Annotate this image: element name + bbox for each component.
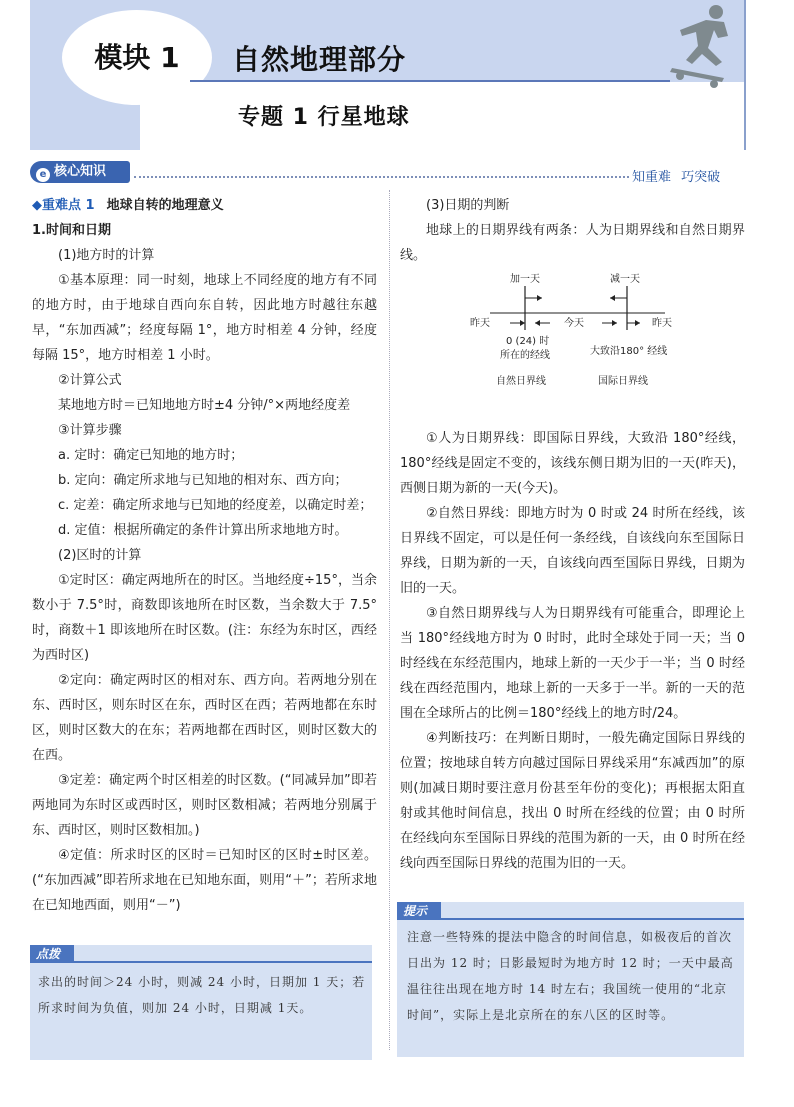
label-yesterday-left: 昨天 — [470, 318, 490, 329]
module-label: 模块 1 — [94, 41, 180, 74]
arrow-today-left-head — [535, 320, 540, 326]
book-icon: e — [36, 168, 50, 182]
dianbo-note-box — [30, 945, 372, 1060]
paragraph: ①基本原理：同一时刻，地球上不同经度的地方有不同的地方时，由于地球自西向东自转，因此地方时越往东越早，“东加西减”；经度每隔 1°，地方时相差 4 分钟，经度每隔 15°，地方时相差 1 小时。 — [32, 273, 377, 363]
core-dotted-rule — [134, 176, 629, 178]
subheading-local-time: (1)地方时的计算 — [58, 248, 155, 263]
subheading-zone-time: (2)区时的计算 — [58, 548, 142, 563]
tishi-note-box — [397, 902, 744, 1057]
core-knowledge-label: 核心知识 — [54, 164, 107, 179]
paragraph: ②自然日界线：即地方时为 0 时或 24 时所在经线，该日界线不固定，可以是任何一条经线，自该线向东至国际日界线，日期为新的一天，自该线向西至国际日界线，日期为旧的一天。 — [400, 506, 745, 596]
subheading-date: (3)日期的判断 — [426, 198, 510, 213]
header-white-panel — [140, 82, 745, 152]
paragraph: ③定差：确定两个时区相差的时区数。(“同减异加”即若两地同为东时区或西时区，则时区数相减；若两地分别属于东、西时区，则时区数相加。) — [32, 773, 377, 838]
arrow-left-yesterday-head — [520, 320, 525, 326]
core-slogan: 知重难 巧突破 — [632, 170, 721, 185]
column-divider — [389, 190, 390, 1050]
paragraph: ③计算步骤 — [58, 423, 122, 438]
paragraph: ②计算公式 — [58, 373, 122, 388]
section-title: 自然地理部分 — [232, 43, 407, 76]
label-natural-line: 自然日界线 — [496, 376, 546, 387]
tishi-text: 注意一些特殊的提法中隐含的时间信息，如极夜后的首次日出为 12 时；日影最短时为地方时 12 时；一天中最高温往往出现在地方时 14 时左右；我国统一使用的“北京时间”，实际上是北京所在的东八区的区时等。 — [407, 930, 734, 1022]
heading-time-date: 1.时间和日期 — [32, 223, 111, 238]
topic-title: 专题 1 行星地球 — [238, 105, 410, 130]
label-plus-day: 加一天 — [510, 274, 540, 285]
label-meridian-0: 0 (24) 时 — [506, 336, 550, 347]
header-underline — [190, 80, 670, 82]
label-intl-line: 国际日界线 — [598, 376, 648, 387]
tishi-bar — [397, 918, 744, 920]
core-knowledge-tag — [30, 161, 130, 183]
key-point-title: 地球自转的地理意义 — [106, 198, 224, 213]
tishi-tag: 提示 — [397, 902, 441, 920]
paragraph: ①定时区：确定两地所在的时区。当地经度÷15°，当余数小于 7.5°时，商数即该地所在时区数，当余数大于 7.5°时，商数＋1 即该地所在时区数。(注：东经为东时区，西经为西时区) — [32, 573, 377, 663]
paragraph: ③自然日期界线与人为日期界线有可能重合，即理论上当 180°经线地方时为 0 时时，此时全球处于同一天；当 0 时经线在东经范围内，地球上新的一天少于一半；当 0 时经线在西经范围内，地球上新的一天多于一半。新的一天的范围在全球所占的比例＝180°经线上的地方时/24。 — [400, 606, 745, 721]
paragraph: 某地地方时＝已知地地方时±4 分钟/°×两地经度差 — [58, 398, 351, 413]
arrow-plus-head — [537, 295, 542, 301]
dianbo-bar — [30, 961, 372, 963]
skateboarder-icon — [658, 2, 746, 90]
paragraph: ②定向：确定两时区的相对东、西方向。若两地分别在东、西时区，则东时区在东，西时区在西；若两地都在东时区，则时区数大的在东；若两地都在西时区，则时区数大的在西。 — [32, 673, 377, 763]
label-meridian-180: 大致沿180° 经线 — [590, 346, 668, 357]
dianbo-tag: 点拨 — [30, 945, 74, 963]
paragraph: ④定值：所求时区的区时＝已知时区的区时±时区差。(“东加西减”即若所求地在已知地东面，则用“＋”；若所求地在已知地西面，则用“－”) — [32, 848, 377, 913]
left-column — [32, 193, 377, 918]
key-point-marker: ◆重难点 1 — [32, 198, 95, 213]
arrow-today-right-head — [612, 320, 617, 326]
paragraph: a. 定时：确定已知地的地方时； — [58, 448, 244, 463]
label-minus-day: 减一天 — [610, 274, 640, 285]
label-yesterday-right: 昨天 — [652, 318, 672, 329]
label-today: 今天 — [564, 318, 584, 329]
label-meridian-0b: 所在的经线 — [500, 350, 550, 361]
paragraph: d. 定值：根据所确定的条件计算出所求地地方时。 — [58, 523, 348, 538]
paragraph: ①人为日期界线：即国际日界线，大致沿 180°经线，180°经线是固定不变的，该线东侧日期为旧的一天(昨天)，西侧日期为新的一天(今天)。 — [400, 431, 745, 496]
dianbo-text: 求出的时间＞24 小时，则减 24 小时，日期加 1 天；若所求时间为负值，则加 24 小时，日期减 1天。 — [38, 975, 366, 1015]
paragraph: ④判断技巧：在判断日期时，一般先确定国际日界线的位置；按地球自转方向越过国际日界线采用“东减西加”的原则(加减日期时要注意月份甚至年份的变化)；再根据太阳直射或其他时间信息，找出 0 时所在经线的位置；由 0 时所在经线向东至国际日界线的范围为新的一天，由 0 时所在经线向西至国际日界线的范围为旧的一天。 — [400, 731, 745, 871]
key-point-heading — [32, 193, 377, 218]
arrow-right-yesterday-head — [635, 320, 640, 326]
date-line-diagram — [470, 268, 690, 398]
arrow-minus-head — [610, 295, 615, 301]
paragraph: b. 定向：确定所求地与已知地的相对东、西方向； — [58, 473, 348, 488]
paragraph: 地球上的日期界线有两条：人为日期界线和自然日期界线。 — [400, 223, 745, 263]
paragraph: c. 定差：确定所求地与已知地的经度差，以确定时差； — [58, 498, 373, 513]
